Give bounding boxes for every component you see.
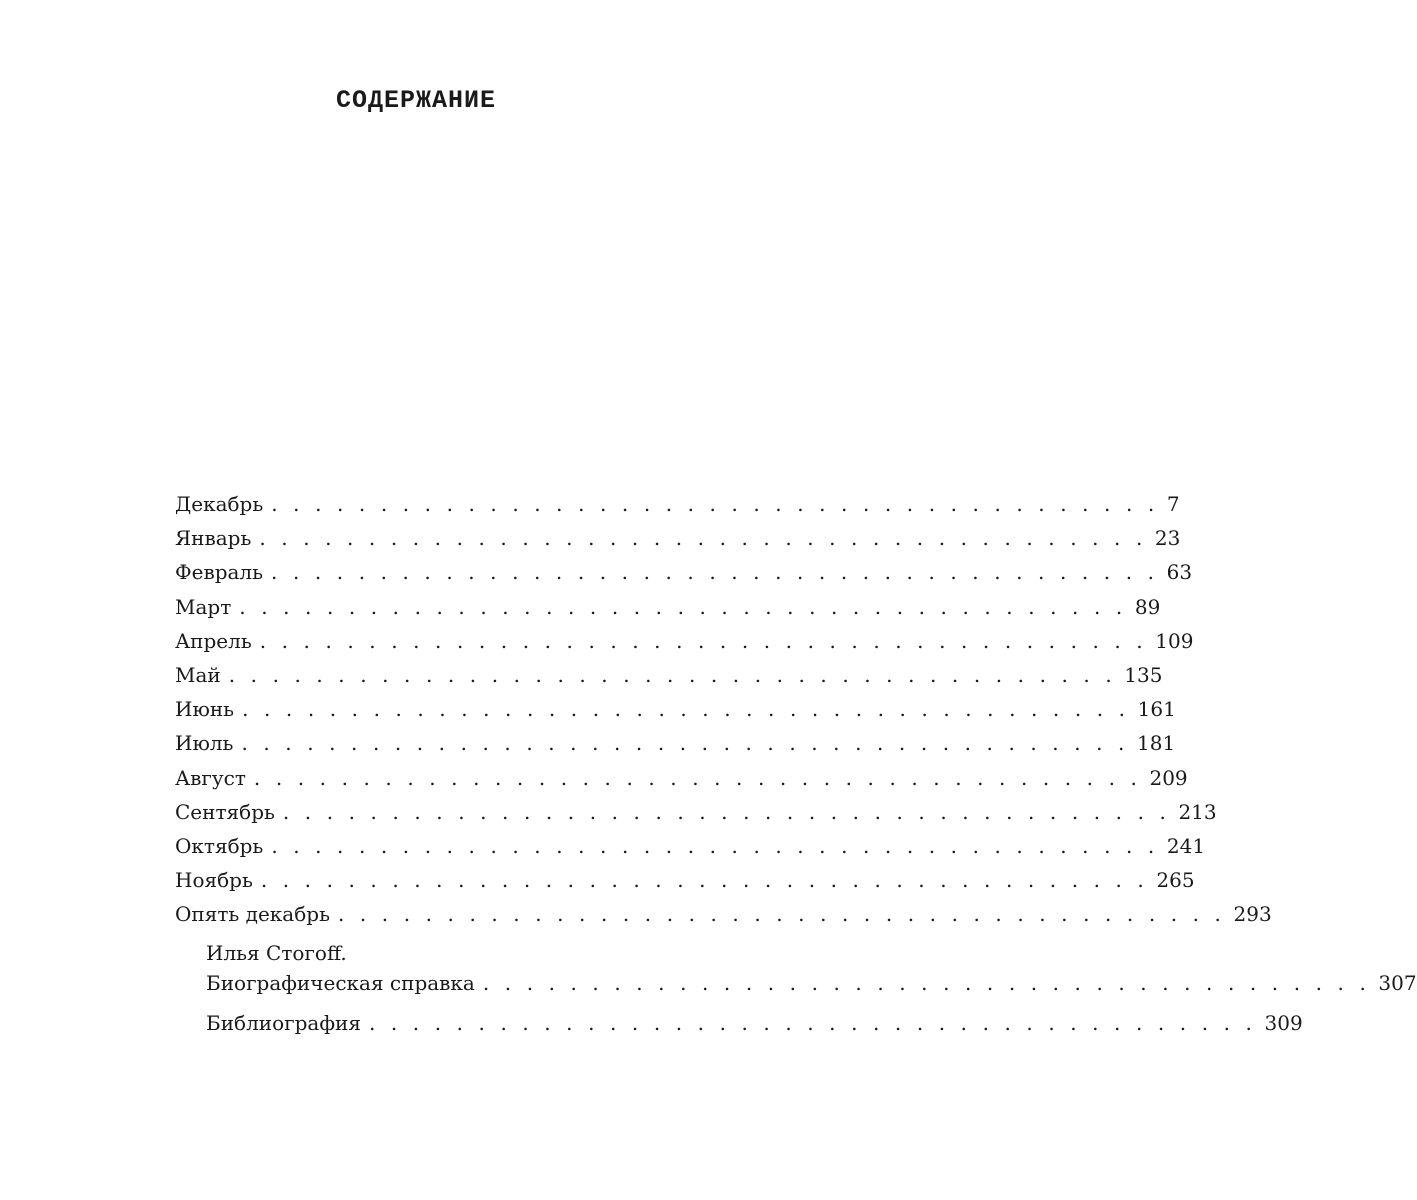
- toc-entry-page: 181: [1137, 731, 1176, 756]
- toc-entry-page: 109: [1155, 628, 1194, 653]
- dot-leader: . . . . . . . . . . . . . . . . . . . . . . . . . . . . . . . . . . . . . . . . .: [337, 902, 1226, 927]
- dot-leader: . . . . . . . . . . . . . . . . . . . . . . . . . . . . . . . . . . . . . . . . .: [259, 526, 1147, 551]
- toc-entry[interactable]: [175, 658, 1163, 692]
- toc-entry-page: 89: [1134, 594, 1161, 619]
- toc-entry-label: Январь: [175, 526, 252, 551]
- dot-leader: . . . . . . . . . . . . . . . . . . . . . . . . . . . . . . . . . . . . . . . . .: [271, 833, 1159, 858]
- toc-entry-label: Октябрь: [175, 833, 264, 858]
- toc-entry-label: Май: [175, 662, 221, 687]
- toc-entry-page: 307: [1378, 971, 1417, 996]
- toc-entry[interactable]: [175, 590, 1161, 624]
- toc-entry[interactable]: [175, 487, 1180, 521]
- toc-entry-page: 309: [1264, 1010, 1303, 1035]
- dot-leader: . . . . . . . . . . . . . . . . . . . . . . . . . . . . . . . . . . . . . . . . .: [271, 492, 1159, 516]
- toc-entry[interactable]: [175, 726, 1176, 760]
- toc-entry-label: Март: [175, 594, 232, 619]
- dot-leader: . . . . . . . . . . . . . . . . . . . . . . . . . . . . . . . . . . . . . . . . .: [228, 662, 1117, 687]
- table-of-contents: [175, 487, 1417, 1040]
- toc-entry-page: 213: [1178, 799, 1217, 824]
- toc-entry[interactable]: [175, 555, 1193, 589]
- toc-entry-label: Июнь: [175, 697, 235, 722]
- toc-entry-page: 209: [1149, 765, 1188, 790]
- dot-leader: . . . . . . . . . . . . . . . . . . . . . . . . . . . . . . . . . . . . . . . . .: [482, 971, 1371, 996]
- toc-entry-label: Февраль: [175, 560, 264, 585]
- dot-leader: . . . . . . . . . . . . . . . . . . . . . . . . . . . . . . . . . . . . . . . . .: [368, 1010, 1257, 1035]
- toc-entry-bibliography[interactable]: [175, 1006, 1303, 1040]
- toc-entry[interactable]: [175, 863, 1195, 897]
- toc-entry-page: 161: [1137, 697, 1176, 722]
- toc-author-label: Илья Стогоff.: [206, 941, 347, 966]
- toc-entry-page: 23: [1154, 526, 1181, 551]
- toc-entry[interactable]: [175, 521, 1181, 555]
- toc-entry-label: Декабрь: [175, 492, 264, 516]
- toc-entry[interactable]: [175, 761, 1188, 795]
- dot-leader: . . . . . . . . . . . . . . . . . . . . . . . . . . . . . . . . . . . . . . . . .: [260, 868, 1149, 893]
- toc-entry-page: 265: [1156, 868, 1195, 893]
- page-title: СОДЕРЖАНИЕ: [335, 86, 497, 115]
- toc-entry[interactable]: [175, 692, 1176, 726]
- toc-entry[interactable]: [175, 795, 1217, 829]
- toc-entry-page: 241: [1166, 833, 1206, 858]
- dot-leader: . . . . . . . . . . . . . . . . . . . . . . . . . . . . . . . . . . . . . . . . .: [271, 560, 1159, 585]
- dot-leader: . . . . . . . . . . . . . . . . . . . . . . . . . . . . . . . . . . . . . . . . .: [259, 628, 1148, 653]
- toc-entry-label: Опять декабрь: [175, 902, 330, 927]
- toc-entry[interactable]: [175, 624, 1194, 658]
- dot-leader: . . . . . . . . . . . . . . . . . . . . . . . . . . . . . . . . . . . . . . . . .: [239, 594, 1127, 619]
- toc-entry-label: Апрель: [175, 628, 252, 653]
- toc-entry-page: 135: [1124, 662, 1163, 687]
- dot-leader: . . . . . . . . . . . . . . . . . . . . . . . . . . . . . . . . . . . . . . . . .: [241, 731, 1130, 756]
- toc-entry-page: 7: [1166, 492, 1180, 516]
- toc-entry-label: Библиография: [206, 1010, 361, 1035]
- dot-leader: . . . . . . . . . . . . . . . . . . . . . . . . . . . . . . . . . . . . . . . . .: [242, 697, 1130, 722]
- toc-entry-label: Сентябрь: [175, 799, 275, 824]
- toc-author-line: [175, 936, 657, 966]
- toc-entry-page: 63: [1166, 560, 1193, 585]
- toc-entry-label: Ноябрь: [175, 868, 253, 893]
- toc-entry[interactable]: [175, 829, 1206, 863]
- dot-leader: . . . . . . . . . . . . . . . . . . . . . . . . . . . . . . . . . . . . . . . . .: [282, 799, 1171, 824]
- toc-entry-page: 293: [1233, 902, 1272, 927]
- toc-entry-label: Август: [175, 765, 246, 790]
- toc-entry-label: Биографическая справка: [206, 971, 475, 996]
- toc-entry-bio[interactable]: [175, 966, 1417, 1000]
- dot-leader: . . . . . . . . . . . . . . . . . . . . . . . . . . . . . . . . . . . . . . . . .: [253, 765, 1142, 790]
- toc-entry[interactable]: [175, 897, 1272, 931]
- toc-entry-label: Июль: [175, 731, 234, 756]
